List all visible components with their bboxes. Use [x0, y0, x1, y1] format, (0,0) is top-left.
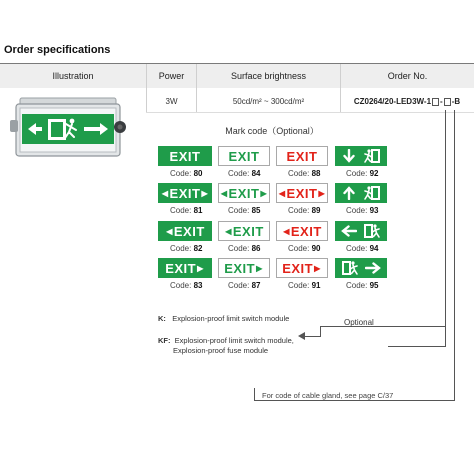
header-surface-brightness: Surface brightness [230, 71, 307, 81]
order-prefix: CZ0264/20-LED3W-1 [353, 97, 432, 106]
sign-code-92: Code: 92 [346, 169, 379, 178]
cable-gland-note: For code of cable gland, see page C/37 [262, 391, 394, 400]
exit-text: EXIT [228, 185, 260, 201]
exit-sign-83 [158, 258, 212, 278]
sign-code-82: Code: 82 [170, 244, 203, 253]
exit-sign-93 [335, 183, 387, 203]
triangle-left-icon: ◀ [225, 226, 232, 236]
power-value: 3W [165, 97, 178, 106]
connector-line-cable [254, 388, 255, 400]
sign-code-84: Code: 84 [228, 169, 261, 178]
exit-sign-84 [218, 146, 270, 166]
exit-sign-92 [335, 146, 387, 166]
arrowhead-left-icon [298, 332, 305, 340]
exit-sign-86 [218, 221, 270, 241]
mark-code-label: Mark code（Optional） [225, 126, 319, 136]
exit-text: EXIT [173, 223, 205, 239]
option-kf: KF: Explosion-proof limit switch module, [158, 336, 294, 345]
triangle-left-icon: ◀ [220, 188, 228, 198]
triangle-right-icon: ▶ [201, 188, 209, 198]
exit-sign-95 [335, 258, 387, 278]
brightness-value: 50cd/m² ~ 300cd/m² [232, 97, 305, 106]
connector-line-cable [254, 400, 455, 401]
exit-text: EXIT [290, 223, 322, 239]
exit-sign-89 [276, 183, 328, 203]
option-placeholder-box [444, 98, 451, 106]
option-placeholder-box [432, 98, 439, 106]
running-man-door-icon [363, 185, 381, 201]
sign-code-90: Code: 90 [288, 244, 321, 253]
sign-code-85: Code: 85 [228, 206, 261, 215]
sign-code-81: Code: 81 [170, 206, 203, 215]
exit-text: EXIT [286, 148, 318, 164]
exit-text: EXIT [282, 260, 314, 276]
row-divider [146, 112, 474, 113]
exit-sign-85 [218, 183, 270, 203]
triangle-right-icon: ▶ [256, 263, 263, 273]
running-man-door-icon [363, 148, 381, 164]
sign-code-83: Code: 83 [170, 281, 203, 290]
exit-sign-94 [335, 221, 387, 241]
sign-code-93: Code: 93 [346, 206, 379, 215]
triangle-left-icon: ◀ [161, 188, 169, 198]
header-illustration: Illustration [52, 71, 94, 81]
sign-code-88: Code: 88 [288, 169, 321, 178]
option-k: K: Explosion-proof limit switch module [158, 314, 290, 323]
sign-code-89: Code: 89 [288, 206, 321, 215]
arrow-left-icon [341, 224, 357, 238]
triangle-right-icon: ▶ [197, 263, 204, 273]
exit-sign-91 [276, 258, 328, 278]
sign-code-86: Code: 86 [228, 244, 261, 253]
exit-text: EXIT [169, 185, 201, 201]
exit-sign-80 [158, 146, 212, 166]
running-man-door-icon [341, 260, 359, 276]
sign-code-87: Code: 87 [228, 281, 261, 290]
exit-sign-90 [276, 221, 328, 241]
connector-line-optional [320, 326, 321, 336]
connector-line-vertical [454, 110, 455, 400]
sign-code-95: Code: 95 [346, 281, 379, 290]
option-kf-line2: Explosion-proof fuse module [173, 346, 269, 355]
header-power: Power [158, 71, 185, 81]
triangle-right-icon: ▶ [314, 263, 321, 273]
sign-code-94: Code: 94 [346, 244, 379, 253]
exit-sign-88 [276, 146, 328, 166]
triangle-left-icon: ◀ [278, 188, 286, 198]
exit-text: EXIT [224, 260, 256, 276]
triangle-left-icon: ◀ [166, 226, 173, 236]
connector-line-optional [388, 326, 445, 327]
order-number: CZ0264/20-LED3W-1 - -B [353, 97, 461, 106]
connector-line-options [388, 346, 446, 347]
exit-text: EXIT [232, 223, 264, 239]
connector-line-optional [304, 336, 321, 337]
exit-sign-81 [158, 183, 212, 203]
sign-code-80: Code: 80 [170, 169, 203, 178]
exit-text: EXIT [165, 260, 197, 276]
optional-label: Optional [344, 318, 374, 327]
running-man-door-icon [363, 223, 381, 239]
exit-sign-87 [218, 258, 270, 278]
exit-text: EXIT [169, 148, 201, 164]
triangle-left-icon: ◀ [283, 226, 290, 236]
exit-sign-82 [158, 221, 212, 241]
page-title: Order specifications [4, 44, 111, 56]
sign-code-91: Code: 91 [288, 281, 321, 290]
exit-text: EXIT [286, 185, 318, 201]
product-illustration [8, 94, 128, 162]
triangle-right-icon: ▶ [318, 188, 326, 198]
connector-line-vertical [445, 110, 446, 346]
arrow-up-icon [342, 186, 356, 200]
exit-text: EXIT [228, 148, 260, 164]
header-order-no: Order No. [387, 71, 428, 81]
arrow-right-icon [365, 261, 381, 275]
arrow-down-icon [342, 149, 356, 163]
triangle-right-icon: ▶ [260, 188, 268, 198]
order-suffix: -B [451, 97, 461, 106]
